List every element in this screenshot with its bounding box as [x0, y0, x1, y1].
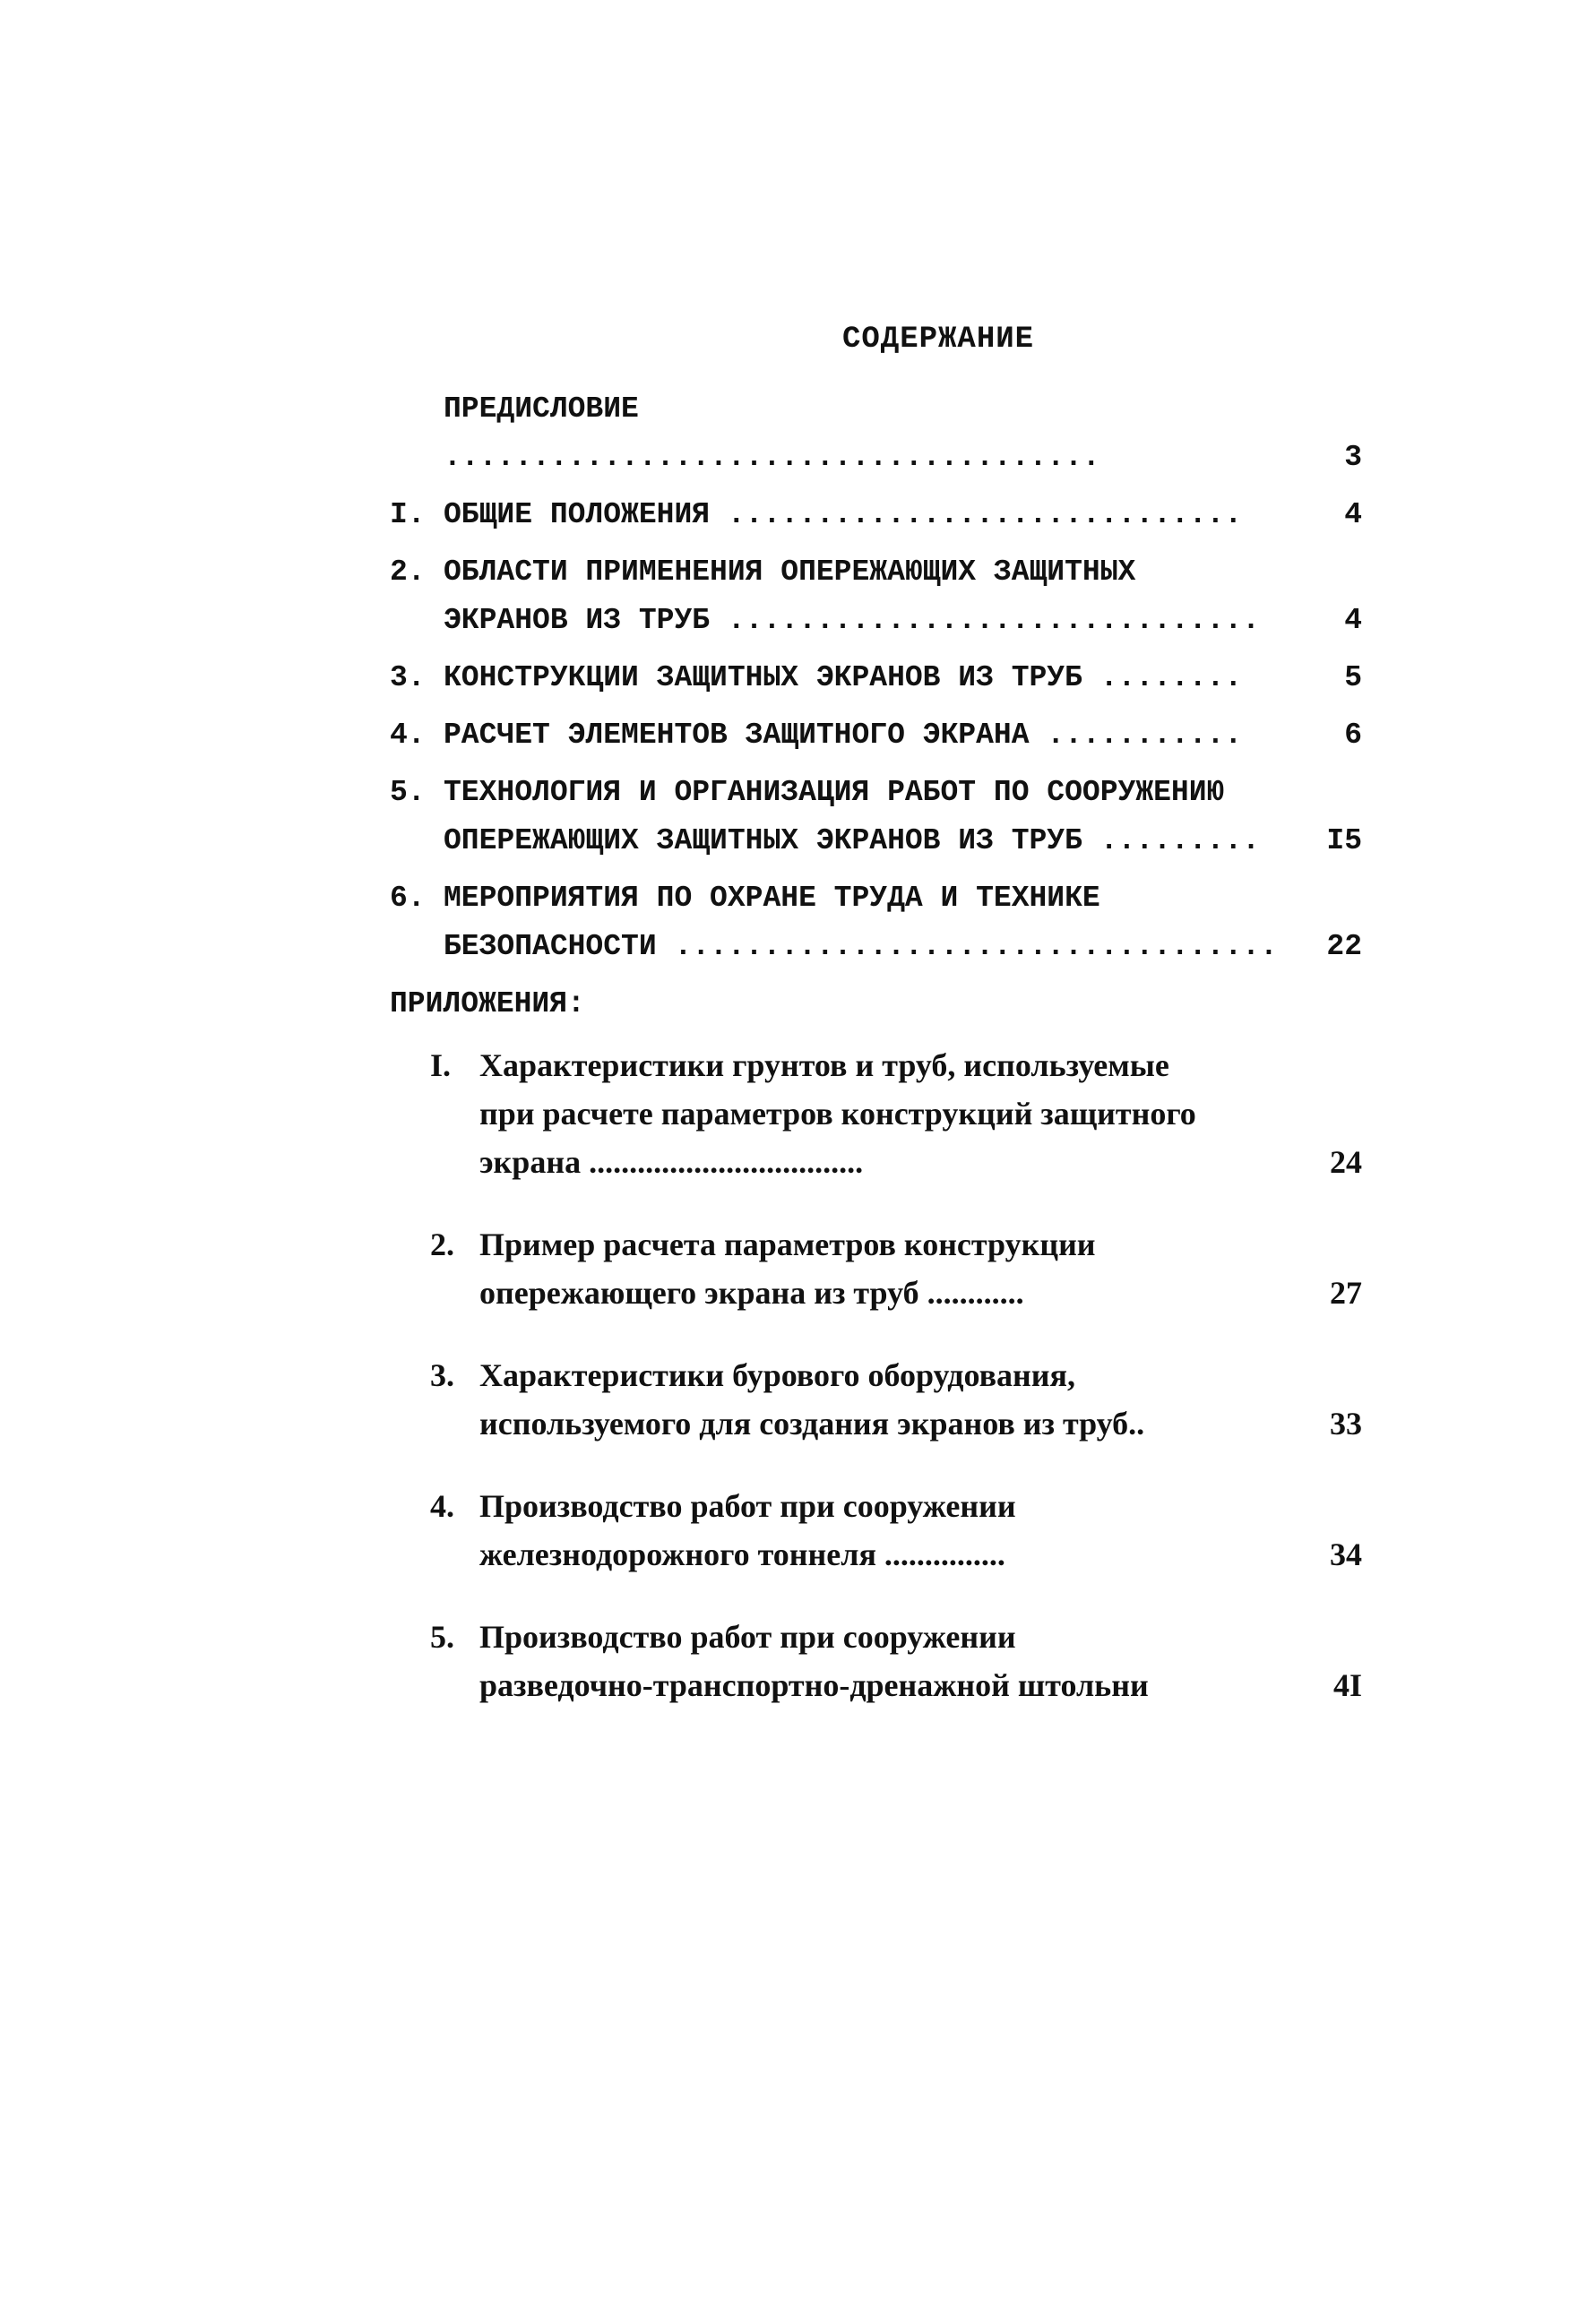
appendix-entry-4 — [430, 1482, 1362, 1579]
appendix-page: 27 — [1330, 1275, 1362, 1311]
toc-entry-page: 4 — [1344, 604, 1362, 637]
toc-entry-title: КОНСТРУКЦИИ ЗАЩИТНЫХ ЭКРАНОВ ИЗ ТРУБ ........ — [444, 661, 1243, 694]
appendix-page: 24 — [1330, 1144, 1362, 1180]
appendix-page: 34 — [1330, 1536, 1362, 1572]
toc-entry-number: 3. — [390, 661, 426, 694]
toc-entry-page: 5 — [1344, 661, 1362, 694]
toc-entry-page: 6 — [1344, 719, 1362, 752]
appendix-heading: ПРИЛОЖЕНИЯ: — [390, 987, 585, 1020]
toc-entry-number: I. — [390, 498, 426, 531]
appendix-title: Пример расчета параметров конструкции опережающего экрана из труб ............ — [479, 1227, 1096, 1311]
appendix-entry-2 — [430, 1220, 1362, 1317]
appendix-number: 5. — [430, 1619, 454, 1655]
table-of-contents — [390, 385, 1362, 1743]
toc-entry-number: 4. — [390, 719, 426, 752]
toc-entry-page: 4 — [1344, 498, 1362, 531]
appendix-page: 4I — [1332, 1667, 1362, 1703]
toc-entry-page: I5 — [1326, 824, 1362, 857]
toc-entry-4 — [390, 711, 1362, 760]
appendix-number: I. — [430, 1047, 452, 1083]
appendix-number: 2. — [430, 1227, 454, 1262]
appendix-entry-5 — [430, 1613, 1362, 1709]
appendix-entry-3 — [430, 1351, 1362, 1448]
toc-entry-title: ПРЕДИСЛОВИЕ ..................................... — [444, 392, 1100, 474]
toc-entry-preface — [390, 385, 1362, 482]
appendix-number: 4. — [430, 1488, 454, 1524]
toc-entry-page: 3 — [1344, 441, 1362, 474]
toc-entry-number: 6. — [390, 882, 426, 915]
toc-entry-2 — [390, 548, 1362, 645]
appendix-title: Характеристики бурового оборудования, используемого для создания экранов из труб.. — [479, 1357, 1145, 1442]
appendix-title: Производство работ при сооружении железнодорожного тоннеля ............... — [479, 1488, 1016, 1572]
toc-entry-3 — [390, 654, 1362, 702]
toc-entry-title: ОБЛАСТИ ПРИМЕНЕНИЯ ОПЕРЕЖАЮЩИХ ЗАЩИТНЫХ ЭКРАНОВ ИЗ ТРУБ .............................. — [444, 555, 1260, 637]
toc-entry-title: ОБЩИЕ ПОЛОЖЕНИЯ ............................. — [444, 498, 1243, 531]
appendix-title: Производство работ при сооружении разведочно-транспортно-дренажной штольни — [479, 1619, 1149, 1703]
toc-entry-title: ТЕХНОЛОГИЯ И ОРГАНИЗАЦИЯ РАБОТ ПО СООРУЖЕНИЮ ОПЕРЕЖАЮЩИХ ЗАЩИТНЫХ ЭКРАНОВ ИЗ ТРУБ ......... — [444, 776, 1260, 857]
toc-entry-5 — [390, 769, 1362, 865]
toc-entry-number: 2. — [390, 555, 426, 589]
appendix-number: 3. — [430, 1357, 454, 1393]
toc-entry-title: РАСЧЕТ ЭЛЕМЕНТОВ ЗАЩИТНОГО ЭКРАНА ........... — [444, 719, 1243, 752]
toc-entry-6 — [390, 874, 1362, 971]
appendix-page: 33 — [1330, 1406, 1362, 1442]
toc-entry-1 — [390, 491, 1362, 539]
toc-entry-number: 5. — [390, 776, 426, 809]
appendix-title: Характеристики грунтов и труб, используемые при расчете параметров конструкций защитного экрана .................................. — [479, 1047, 1196, 1180]
toc-entry-title: МЕРОПРИЯТИЯ ПО ОХРАНЕ ТРУДА И ТЕХНИКЕ БЕЗОПАСНОСТИ .................................. — [444, 882, 1278, 963]
page-title: СОДЕРЖАНИЕ — [842, 323, 1035, 357]
toc-entry-page: 22 — [1326, 930, 1362, 963]
appendix-entry-1 — [430, 1041, 1362, 1186]
